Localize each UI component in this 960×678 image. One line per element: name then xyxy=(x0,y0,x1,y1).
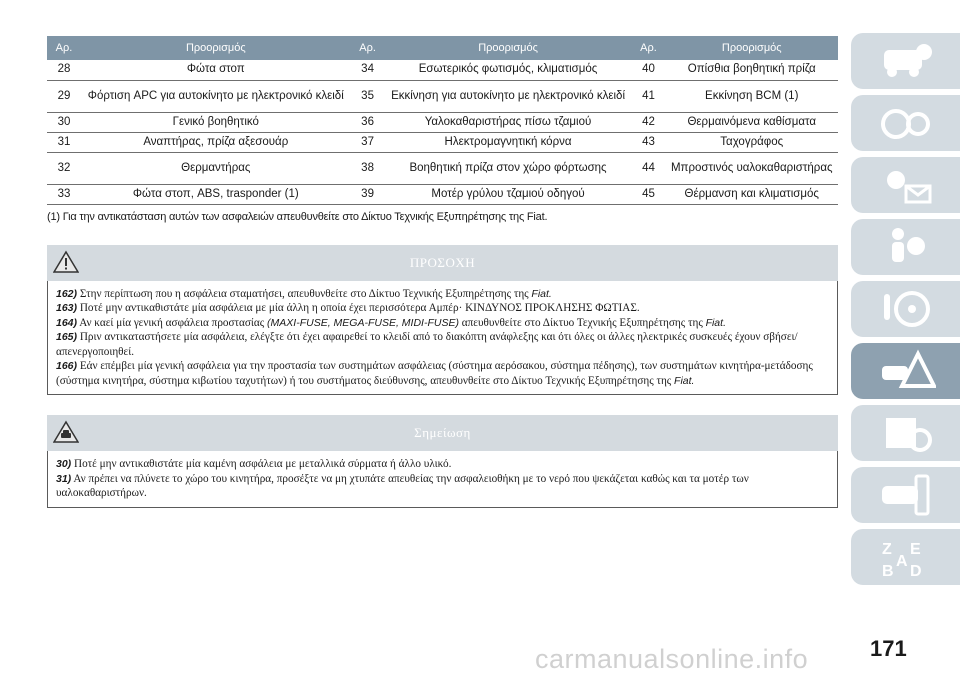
tab-steering[interactable] xyxy=(851,281,960,337)
cell-num: 39 xyxy=(351,184,385,204)
cell-num: 43 xyxy=(631,132,665,152)
table-row xyxy=(47,152,838,184)
cell-num: 45 xyxy=(631,184,665,204)
note-header xyxy=(47,415,838,451)
svg-text:D: D xyxy=(909,563,922,580)
emergency-icon xyxy=(876,348,936,394)
maintenance-icon xyxy=(876,410,936,456)
warning-item: 164) Αν καεί μία γενική ασφάλεια προστασίας (MAXI-FUSE, MEGA-FUSE, MIDI-FUSE) απευθυνθείτε στο Δίκτυο Τεχνικής Εξυπηρέτησης της Fiat. xyxy=(56,316,726,329)
cell-num: 37 xyxy=(351,132,385,152)
cell-desc: Γενικό βοηθητικό xyxy=(81,112,351,132)
car-note-icon xyxy=(53,420,79,444)
table-row xyxy=(47,184,838,204)
cell-desc: Ταχογράφος xyxy=(665,132,838,152)
specs-icon xyxy=(876,472,936,518)
cell-desc: Φόρτιση APC για αυτοκίνητο με ηλεκτρονικό κλειδί xyxy=(81,80,351,112)
col-header: Αρ. xyxy=(47,36,81,60)
table-row xyxy=(47,80,838,112)
tab-emergency[interactable] xyxy=(851,343,960,399)
page-number: 171 xyxy=(870,636,907,661)
warning-item: 162) Στην περίπτωση που η ασφάλεια σταματήσει, απευθυνθείτε στο Δίκτυο Τεχνικής Εξυπηρέτησης της Fiat. xyxy=(56,287,552,300)
cell-num: 30 xyxy=(47,112,81,132)
dashboard-icon xyxy=(876,100,936,146)
note-body xyxy=(47,451,838,508)
cell-desc: Θερμαντήρας xyxy=(81,152,351,184)
svg-text:B: B xyxy=(881,563,894,580)
warning-triangle-icon xyxy=(53,250,79,274)
watermark: carmanualsonline.info xyxy=(535,644,809,674)
svg-text:A: A xyxy=(895,553,908,570)
tab-lights[interactable] xyxy=(851,157,960,213)
note-item: 30) Ποτέ μην αντικαθιστάτε μία καμένη ασφάλεια με μεταλλικά σύρματα ή άλλο υλικό. xyxy=(56,458,452,470)
fuse-table xyxy=(47,36,838,205)
warning-item: 163) Ποτέ μην αντικαθιστάτε μία ασφάλεια με μία άλλη η οποία έχει περισσότερα Αμπέρ· ΚΙΝΔΥΝΟΣ ΠΡΟΚΛΗΣΗΣ ΦΩΤΙΑΣ. xyxy=(56,302,640,314)
note-item: 31) Αν πρέπει να πλύνετε το χώρο του κινητήρα, προσέξτε να μη χτυπάτε απευθείας την ασφαλειοθήκη με το νερό που ψεκάζεται καθώς και τα μοτέρ των υαλοκαθαριστήρων. xyxy=(56,472,749,499)
cell-num: 31 xyxy=(47,132,81,152)
tab-airbag[interactable] xyxy=(851,219,960,275)
page-content xyxy=(47,36,838,508)
cell-num: 32 xyxy=(47,152,81,184)
col-header: Αρ. xyxy=(351,36,385,60)
tab-index[interactable] xyxy=(851,529,960,585)
cell-num: 35 xyxy=(351,80,385,112)
cell-desc: Βοηθητική πρίζα στον χώρο φόρτωσης xyxy=(385,152,632,184)
cell-num: 40 xyxy=(631,60,665,80)
cell-desc: Μοτέρ γρύλου τζαμιού οδηγού xyxy=(385,184,632,204)
svg-text:E: E xyxy=(909,541,921,558)
svg-text:Z: Z xyxy=(881,541,892,558)
cell-num: 41 xyxy=(631,80,665,112)
cell-desc: Αναπτήρας, πρίζα αξεσουάρ xyxy=(81,132,351,152)
cell-num: 44 xyxy=(631,152,665,184)
cell-num: 33 xyxy=(47,184,81,204)
warning-title: ΠΡΟΣΟΧΗ xyxy=(409,254,476,270)
cell-desc: Ηλεκτρομαγνητική κόρνα xyxy=(385,132,632,152)
car-info-icon xyxy=(876,38,936,84)
col-header: Προορισμός xyxy=(665,36,838,60)
col-header: Προορισμός xyxy=(385,36,632,60)
warning-header xyxy=(47,245,838,281)
warning-item: 165) Πριν αντικαταστήσετε μία ασφάλεια, ελέγξτε ότι έχει αφαιρεθεί το κλειδί από το διακόπτη ανάφλεξης και ότι όλες οι άλλες ηλεκτρικές συσκευές έχουν σβήσει/απενεργοποιηθεί. xyxy=(56,331,798,358)
cell-desc: Εκκίνηση BCM (1) xyxy=(665,80,838,112)
col-header: Αρ. xyxy=(631,36,665,60)
cell-desc: Εκκίνηση για αυτοκίνητο με ηλεκτρονικό κλειδί xyxy=(385,80,632,112)
cell-desc: Φώτα στοπ xyxy=(81,60,351,80)
cell-desc: Φώτα στοπ, ABS, trasponder (1) xyxy=(81,184,351,204)
table-footnote: (1) Για την αντικατάσταση αυτών των ασφαλειών απευθυνθείτε στο Δίκτυο Τεχνικής Εξυπηρέτησης της Fiat. xyxy=(47,210,548,223)
tab-specs[interactable] xyxy=(851,467,960,523)
table-row xyxy=(47,60,838,80)
cell-desc: Θερμαινόμενα καθίσματα xyxy=(665,112,838,132)
col-header: Προορισμός xyxy=(81,36,351,60)
tab-dashboard[interactable] xyxy=(851,95,960,151)
cell-desc: Εσωτερικός φωτισμός, κλιματισμός xyxy=(385,60,632,80)
table-row xyxy=(47,112,838,132)
note-title: Σημείωση xyxy=(414,425,471,440)
tab-maintenance[interactable] xyxy=(851,405,960,461)
cell-num: 38 xyxy=(351,152,385,184)
cell-num: 34 xyxy=(351,60,385,80)
warning-item: 166) Εάν επέμβει μία γενική ασφάλεια για την προστασία των συστημάτων ασφάλειας (σύστημα αερόσακου, σύστημα πέδησης), των συστημάτων κινητήρα-μετάδοσης (σύστημα κινητήρα, σύστημα κιβωτίου ταχυτήτων) ή του συστήματος διεύθυνσης, απευθυνθείτε στο Δίκτυο Τεχνικής Εξυπηρέτησης της Fiat. xyxy=(56,360,813,387)
cell-desc: Μπροστινός υαλοκαθαριστήρας xyxy=(665,152,838,184)
table-row xyxy=(47,132,838,152)
cell-desc: Θέρμανση και κλιματισμός xyxy=(665,184,838,204)
steering-icon xyxy=(876,286,936,332)
warning-body xyxy=(47,281,838,396)
chapter-tabs xyxy=(851,33,960,591)
cell-desc: Υαλοκαθαριστήρας πίσω τζαμιού xyxy=(385,112,632,132)
cell-num: 29 xyxy=(47,80,81,112)
table-header-row xyxy=(47,36,838,60)
cell-num: 36 xyxy=(351,112,385,132)
lights-icon xyxy=(876,162,936,208)
cell-num: 28 xyxy=(47,60,81,80)
index-icon xyxy=(876,534,936,580)
airbag-icon xyxy=(876,224,936,270)
tab-car-info[interactable] xyxy=(851,33,960,89)
cell-desc: Οπίσθια βοηθητική πρίζα xyxy=(665,60,838,80)
cell-num: 42 xyxy=(631,112,665,132)
